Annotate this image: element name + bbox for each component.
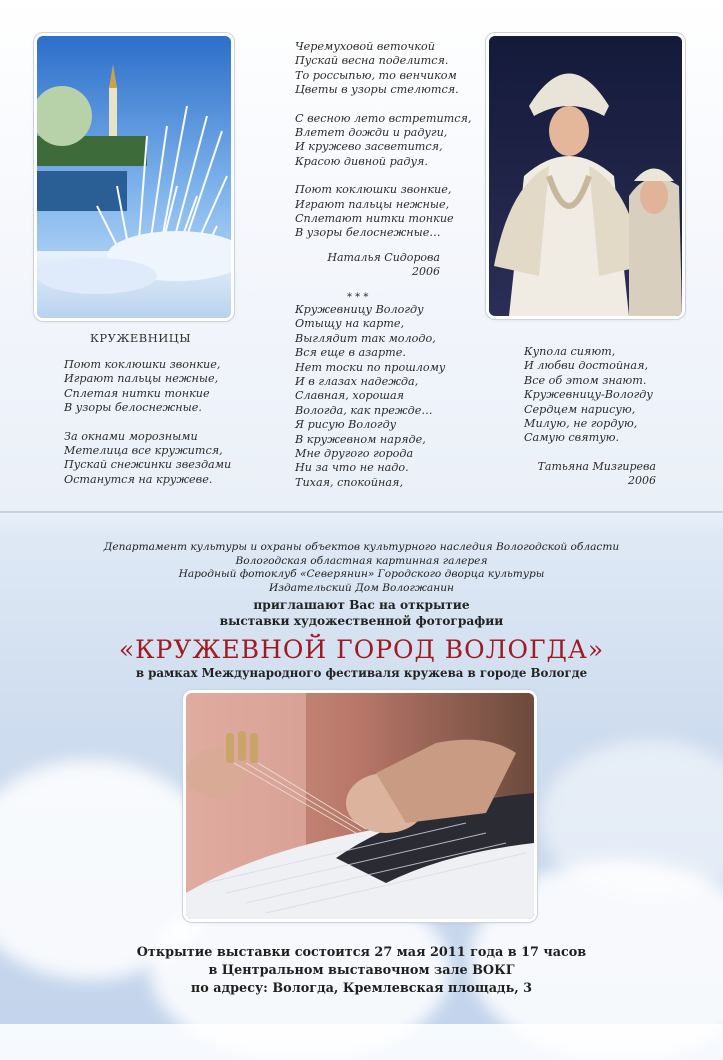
poem-line: Играют пальцы нежные,	[64, 372, 219, 386]
poem-author: Татьяна Мизгирева	[537, 459, 656, 473]
footer-line: Открытие выставки состоится 27 мая 2011 года в 17 часов	[136, 945, 587, 960]
footer-block	[0, 944, 723, 998]
poem-line: В узоры белоснежные…	[295, 226, 441, 240]
poem-line: Выглядит так молодо,	[295, 331, 436, 345]
poem-line: Красою дивной радуя.	[295, 154, 428, 168]
footer-line: в Центральном выставочном зале ВОКГ	[208, 963, 515, 978]
lace-making-image	[186, 693, 534, 919]
poem-line: Кружевницу Вологду	[295, 303, 424, 316]
poem-line: Кружевницу-Вологду	[524, 388, 653, 402]
folk-costume-image	[489, 36, 682, 316]
poem-line: Ни за что не надо.	[295, 461, 409, 475]
poem-center-bottom	[295, 303, 445, 490]
poem-separator: * * *	[347, 291, 369, 303]
poem-line: Цветы в узоры стелются.	[295, 83, 459, 97]
organizer-line: Народный фотоклуб «Северянин» Городского дворца культуры	[178, 568, 545, 580]
poem-line: Вся еще в азарте.	[295, 346, 406, 360]
poem-line: Влетет дожди и радуги,	[295, 126, 448, 140]
poem-line: Поют коклюшки звонкие,	[64, 358, 221, 371]
poem-line: Отыщу на карте,	[295, 317, 405, 331]
lace-making-photo	[186, 693, 534, 919]
poem-line: И кружево засветится,	[295, 140, 443, 154]
poem-line: Я рисую Вологду	[295, 418, 397, 432]
exhibition-title: «КРУЖЕВНОЙ ГОРОД ВОЛОГДА»	[118, 635, 605, 664]
fold-line	[0, 511, 723, 513]
poem-year: 2006	[412, 264, 440, 278]
organizer-line: Департамент культуры и охраны объектов культурного наследия Вологодской области	[103, 541, 620, 553]
invite-block	[0, 597, 723, 629]
poem-right	[524, 345, 656, 488]
poem-line: В узоры белоснежные.	[64, 401, 202, 415]
poem-line: Метелица все кружится,	[64, 444, 223, 458]
organizer-line: Вологодская областная картинная галерея	[235, 554, 488, 567]
poem-line: Сплетая нитки тонкие	[64, 386, 210, 400]
invite-line: приглашают Вас на открытие	[253, 598, 470, 612]
poem-line: Сплетают нитки тонкие	[295, 212, 454, 226]
exhibition-subtitle: в рамках Международного фестиваля кружева в городе Вологде	[135, 666, 588, 680]
poem-line: Купола сияют,	[524, 345, 616, 358]
organizers-block	[0, 541, 723, 595]
poem-line: И в глазах надежда,	[295, 375, 419, 389]
poem-line: Тихая, спокойная,	[295, 475, 403, 489]
poem-line: В кружевном наряде,	[295, 432, 426, 446]
poem-line: Поют коклюшки звонкие,	[295, 183, 452, 197]
poem-left	[64, 358, 231, 487]
poem-author: Наталья Сидорова	[327, 250, 440, 264]
poem-line: Останутся на кружеве.	[64, 472, 213, 486]
poem-line: Играют пальцы нежные,	[295, 197, 450, 211]
poem-line: Самую святую.	[524, 431, 620, 445]
poem-line: Мне другого города	[295, 447, 414, 461]
poem-line: И любви достойная,	[524, 359, 649, 373]
invite-line: выставки художественной фотографии	[219, 614, 504, 628]
poem-line: То россыпью, то венчиком	[295, 68, 457, 82]
poem-line: За окнами морозными	[64, 429, 198, 443]
footer-line: по адресу: Вологда, Кремлевская площадь, 3	[190, 981, 533, 996]
poem-line: Все об этом знают.	[524, 373, 647, 387]
poem-line: С весною лето встретится,	[295, 111, 472, 125]
poem-line: Славная, хорошая	[295, 389, 405, 403]
winter-landscape-image	[37, 36, 231, 318]
poem-line: Нет тоски по прошлому	[295, 360, 446, 374]
poem-year: 2006	[628, 473, 656, 487]
poem-line: Милую, не гордую,	[524, 417, 638, 431]
poem-center-top	[295, 40, 472, 305]
poem-line: Пускай весна поделится.	[295, 54, 449, 68]
poem-line: Сердцем нарисую,	[524, 402, 636, 416]
poem-line: Вологда, как прежде…	[295, 403, 433, 417]
folk-costume-photo	[489, 36, 682, 316]
poem-line: Черемуховой веточкой	[295, 40, 435, 53]
winter-landscape-photo	[37, 36, 231, 318]
poem-line: Пускай снежинки звездами	[64, 458, 232, 472]
poem-left-title: КРУЖЕВНИЦЫ	[90, 331, 192, 345]
organizer-line: Издательский Дом Вологжанин	[268, 581, 455, 594]
